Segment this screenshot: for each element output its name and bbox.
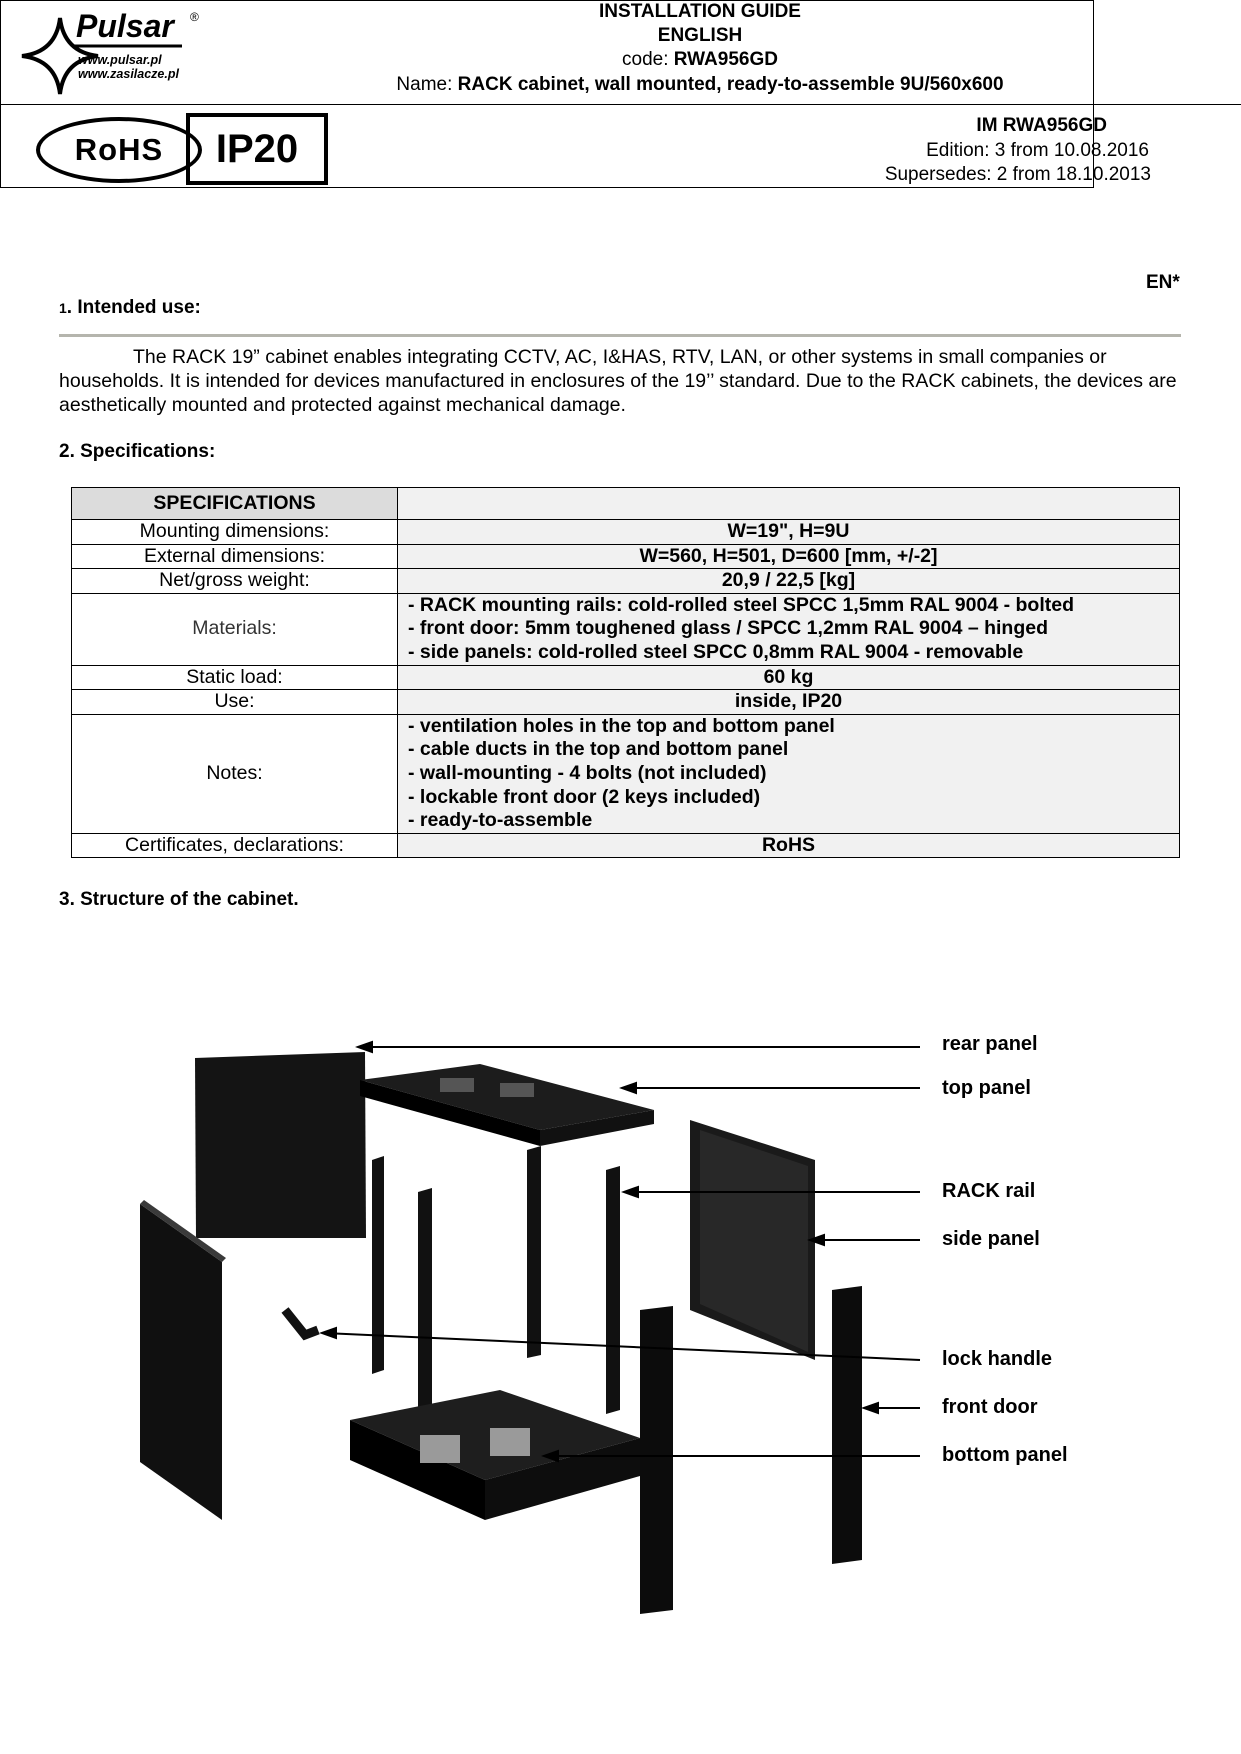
spec-value [398,714,1180,833]
spec-key: Certificates, declarations: [72,833,398,858]
language-code: EN* [1146,272,1180,293]
spec-header-empty [398,488,1180,520]
diagram-label-rear-panel: rear panel [942,1033,1038,1055]
diagram-label-bottom-panel: bottom panel [942,1444,1068,1466]
spec-value: 20,9 / 22,5 [kg] [398,569,1180,594]
spec-line: - wall-mounting - 4 bolts (not included) [408,761,767,784]
spec-value: inside, IP20 [398,690,1180,715]
diagram-label-top-panel: top panel [942,1077,1031,1099]
doc-language: ENGLISH [657,25,743,46]
table-row [72,690,1180,715]
logo-url-1: www.pulsar.pl [78,53,162,67]
diagram-label-lock-handle: lock handle [942,1348,1053,1370]
diagram-label-side-panel: side panel [942,1228,1040,1250]
spec-value: W=19", H=9U [398,520,1180,545]
doc-title: INSTALLATION GUIDE [599,1,801,22]
table-row [72,714,1180,833]
spec-value: RoHS [398,833,1180,858]
section-3-heading: 3. Structure of the cabinet. [59,889,299,910]
section-2-heading: 2. Specifications: [59,441,216,462]
registered-mark: ® [190,10,199,24]
doc-product-name: Name: RACK cabinet, wall mounted, ready-to-assemble 9U/560x600 [396,74,1004,95]
supersedes: Supersedes: 2 from 18.10.2013 [884,164,1151,185]
table-header-row [72,488,1180,520]
spec-line: - ready-to-assemble [408,809,593,832]
spec-line: - front door: 5mm toughened glass / SPCC 1,2mm RAL 9004 – hinged [408,617,1048,640]
spec-header-cell: SPECIFICATIONS [72,488,398,520]
intended-use-text: The RACK 19” cabinet enables integrating CCTV, AC, I&HAS, RTV, LAN, or other systems in small companies or households. It is intended for devices manufactured in enclosures of the 19’’ standard. Due to the RACK cabinets, the devices are aesthetically mounted and protected against mechanical damage. [59,346,1177,416]
spec-key: Materials: [72,593,398,665]
edition: Edition: 3 from 10.08.2016 [926,140,1149,161]
ip20-badge: IP20 [186,113,328,185]
table-row [72,520,1180,545]
spec-key: Net/gross weight: [72,569,398,594]
logo-url-2: www.zasilacze.pl [78,67,179,81]
spec-key: Static load: [72,665,398,690]
section-1-heading: 1. Intended use: [59,297,201,318]
spec-line: - cable ducts in the top and bottom panel [408,738,789,761]
pulsar-logo [14,10,214,100]
header-divider [0,104,1241,105]
im-code: IM RWA956GD [976,115,1107,136]
section-rule [59,334,1181,337]
spec-key: Mounting dimensions: [72,520,398,545]
spec-key: External dimensions: [72,544,398,569]
cabinet-exploded-diagram [0,1000,1241,1620]
diagram-label-rack-rail: RACK rail [942,1180,1036,1202]
rear-panel-shape [195,1052,366,1238]
doc-code: code: RWA956GD [622,49,778,70]
spec-line: - side panels: cold-rolled steel SPCC 0,8mm RAL 9004 - removable [408,640,1024,663]
diagram-label-front-door: front door [942,1396,1038,1418]
specifications-table [71,487,1180,858]
spec-value: 60 kg [398,665,1180,690]
document-header [0,0,1151,188]
table-row [72,665,1180,690]
lock-handle-shape [285,1310,318,1335]
spec-key: Use: [72,690,398,715]
spec-line: - lockable front door (2 keys included) [408,785,761,808]
table-row [72,569,1180,594]
front-door-shape [640,1306,673,1614]
spec-line: - ventilation holes in the top and bottom panel [408,714,835,737]
spec-line: - RACK mounting rails: cold-rolled steel SPCC 1,5mm RAL 9004 - bolted [408,593,1074,616]
logo-name: Pulsar [76,8,174,44]
spec-key: Notes: [72,714,398,833]
table-row [72,544,1180,569]
table-row [72,833,1180,858]
rack-rail-shape [372,1156,384,1374]
spec-value: W=560, H=501, D=600 [mm, +/-2] [398,544,1180,569]
rohs-badge: RoHS [36,117,202,183]
spec-value [398,593,1180,665]
table-row [72,593,1180,665]
